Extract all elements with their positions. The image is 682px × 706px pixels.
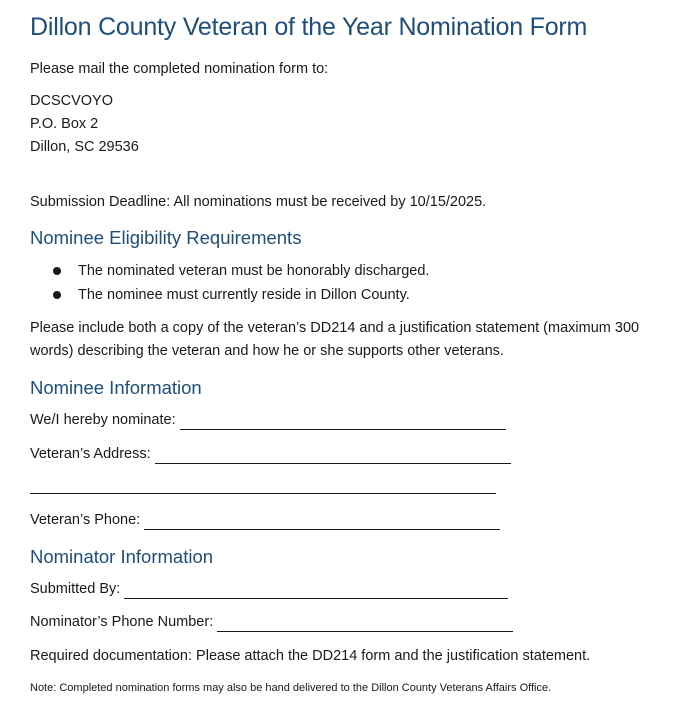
veteran-address-blank[interactable]	[155, 449, 511, 464]
mail-instructions: Please mail the completed nomination form to:	[30, 61, 329, 77]
submitted-by-label: Submitted By:	[30, 581, 121, 597]
address-line-3: Dillon, SC 29536	[30, 139, 139, 155]
veteran-address-blank-line-2[interactable]	[30, 492, 496, 494]
veteran-phone-blank[interactable]	[144, 515, 500, 530]
nominator-phone-field[interactable]	[30, 612, 513, 632]
eligibility-heading: Nominee Eligibility Requirements	[30, 227, 302, 248]
eligibility-bullet: The nominated veteran must be honorably discharged.	[78, 263, 430, 279]
nominee-name-label: We/I hereby nominate:	[30, 412, 176, 428]
nominee-name-blank[interactable]	[180, 415, 506, 430]
delivery-note: Note: Completed nomination forms may also be hand delivered to the Dillon County Veterans Affairs Office.	[30, 682, 552, 694]
submission-deadline: Submission Deadline: All nominations must be received by 10/15/2025.	[30, 194, 487, 210]
required-documentation: Required documentation: Please attach the DD214 form and the justification statement.	[30, 648, 591, 664]
submitted-by-field[interactable]	[30, 579, 508, 599]
page-title: Dillon County Veteran of the Year Nomination Form	[30, 13, 588, 41]
nominee-info-heading: Nominee Information	[30, 377, 202, 398]
address-line-2: P.O. Box 2	[30, 116, 99, 132]
nominee-name-field[interactable]	[30, 410, 506, 430]
eligibility-instructions: Please include both a copy of the veteran’s DD214 and a justification statement (maximum 300 words) describing the veteran and how he or she supports other veterans.	[30, 320, 640, 359]
veteran-phone-label: Veteran’s Phone:	[30, 512, 141, 528]
bullet-icon	[53, 267, 61, 275]
veteran-phone-field[interactable]	[30, 510, 500, 530]
nominator-phone-blank[interactable]	[217, 617, 513, 632]
veteran-address-field[interactable]	[30, 444, 511, 464]
address-line-1: DCSCVOYO	[30, 93, 113, 109]
nominator-phone-label: Nominator’s Phone Number:	[30, 614, 214, 630]
submitted-by-blank[interactable]	[124, 584, 508, 599]
eligibility-bullet: The nominee must currently reside in Dillon County.	[78, 287, 410, 303]
nominator-info-heading: Nominator Information	[30, 546, 214, 567]
bullet-icon	[53, 291, 61, 299]
veteran-address-label: Veteran’s Address:	[30, 446, 151, 462]
